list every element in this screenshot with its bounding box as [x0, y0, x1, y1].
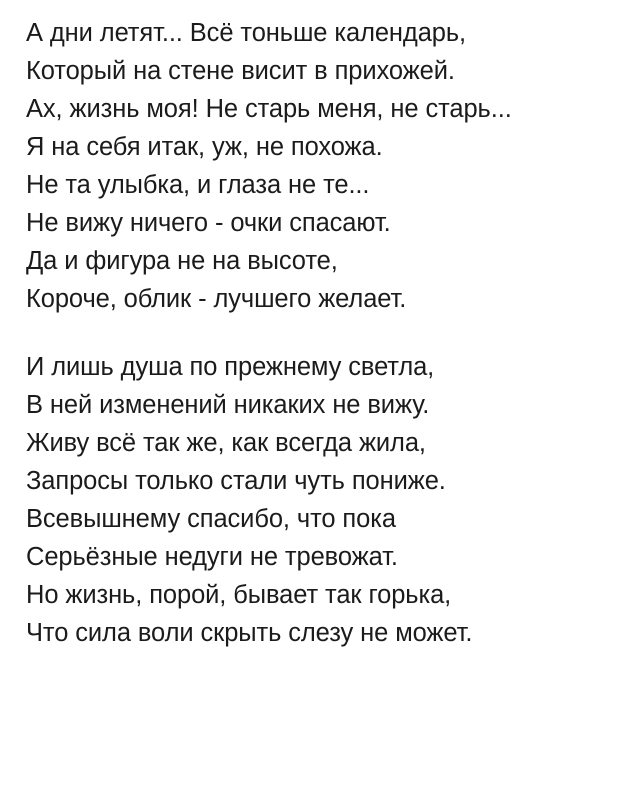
poem-line: Я на себя итак, уж, не похожа. [26, 133, 383, 161]
poem-line: Всевышнему спасибо, что пока [26, 505, 396, 533]
poem-line: Не та улыбка, и глаза не те... [26, 171, 370, 199]
poem-line: Не вижу ничего - очки спасают. [26, 209, 391, 237]
poem-line: И лишь душа по прежнему светла, [26, 353, 435, 381]
poem-line: Да и фигура не на высоте, [26, 247, 338, 275]
poem-line: Запросы только стали чуть пониже. [26, 467, 446, 495]
poem-line: Живу всё так же, как всегда жила, [26, 429, 426, 457]
poem-line: В ней изменений никаких не вижу. [26, 391, 430, 419]
poem-stanza-1 [26, 14, 595, 318]
poem-stanza-2 [26, 348, 595, 652]
poem-line: А дни летят... Всё тоньше календарь, [26, 19, 467, 47]
poem-line: Что сила воли скрыть слезу не может. [26, 619, 473, 647]
poem-line: Который на стене висит в прихожей. [26, 57, 455, 85]
poem-line: Короче, облик - лучшего желает. [26, 285, 407, 313]
poem-line: Ах, жизнь моя! Не старь меня, не старь... [26, 95, 512, 123]
poem-line: Серьёзные недуги не тревожат. [26, 543, 398, 571]
poem-line: Но жизнь, порой, бывает так горька, [26, 581, 452, 609]
